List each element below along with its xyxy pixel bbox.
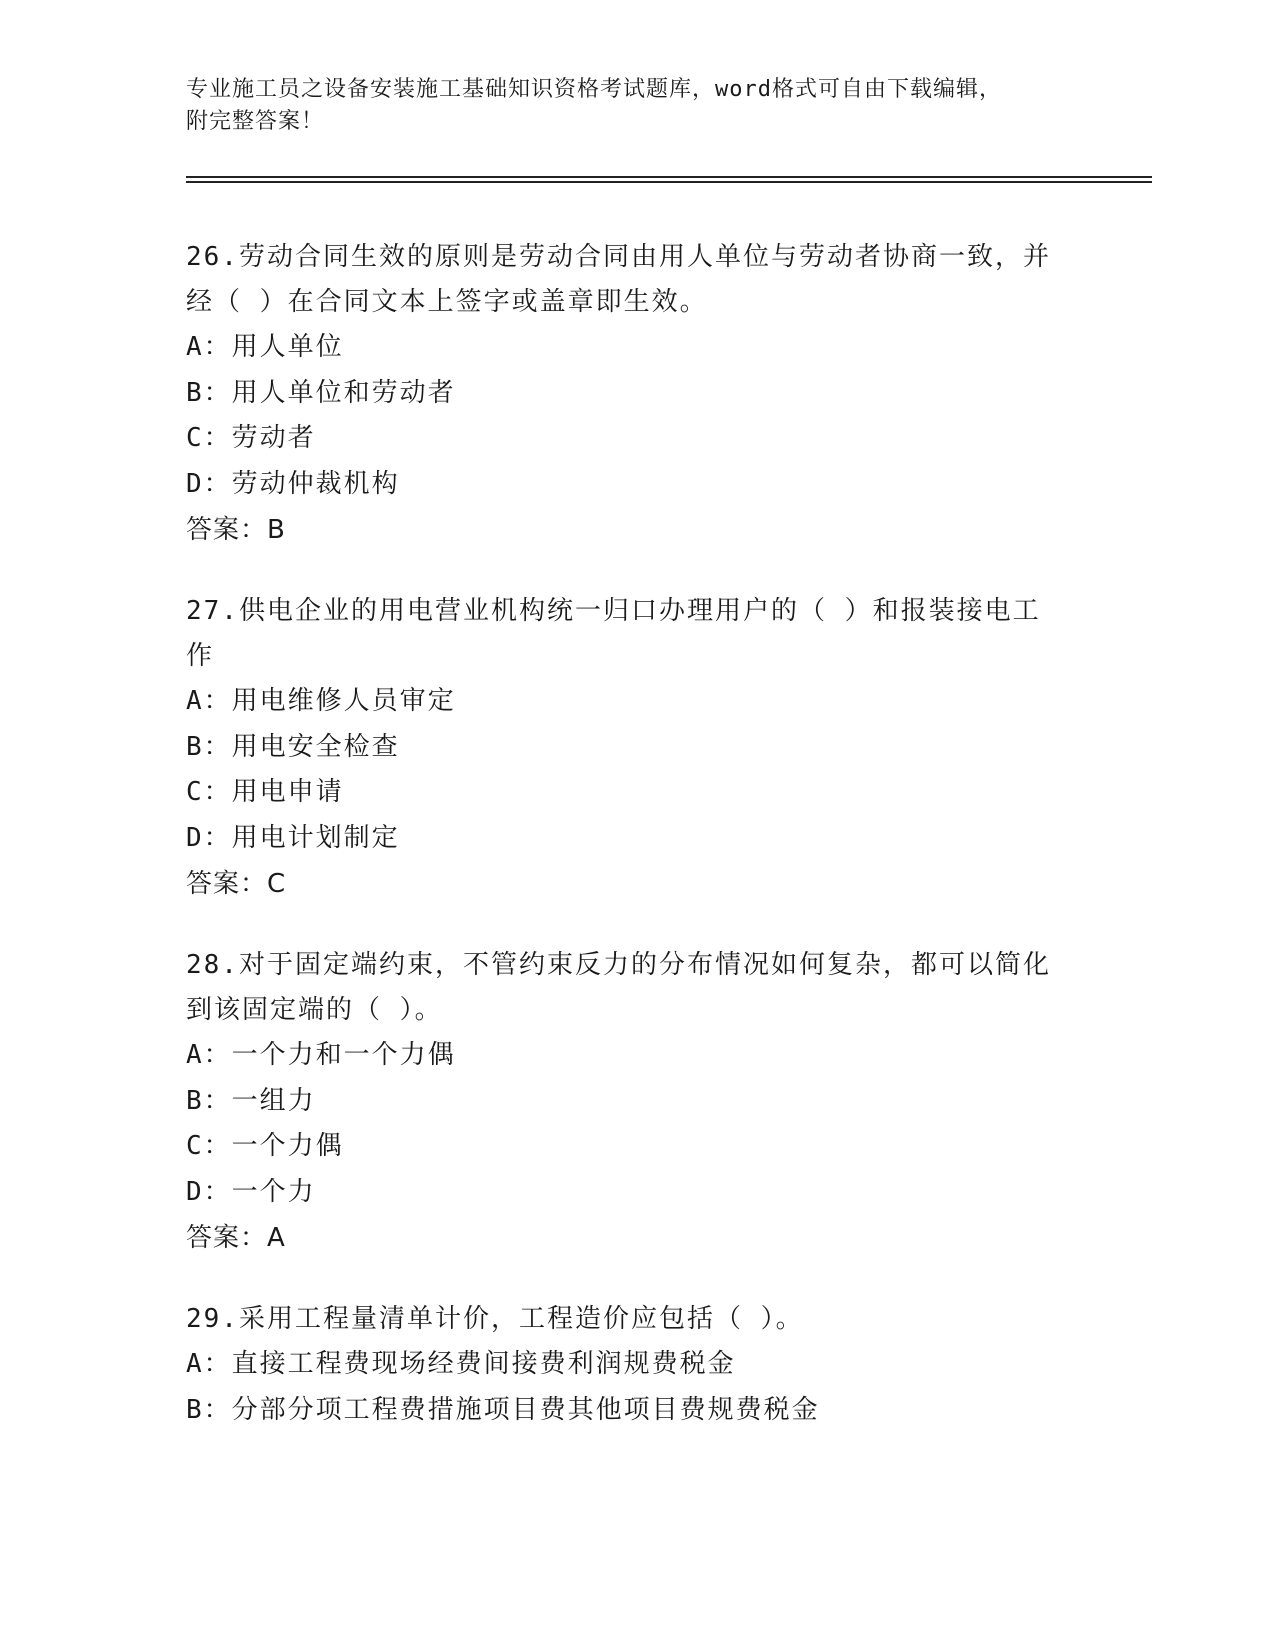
option-d: D：劳动仲裁机构 [186, 468, 400, 499]
header-divider-bottom [186, 181, 1152, 183]
option-d: D：用电计划制定 [186, 822, 400, 853]
option-b: B：用人单位和劳动者 [186, 377, 456, 408]
question-26 [186, 235, 1086, 553]
answer-line: 答案：A [186, 1223, 286, 1253]
stem-line: 到该固定端的（ ）。 [186, 995, 443, 1025]
option-b: B：一组力 [186, 1085, 316, 1116]
option-a: A：一个力和一个力偶 [186, 1040, 456, 1070]
stem-line: 26.劳动合同生效的原则是劳动合同由用人单位与劳动者协商一致，并 [186, 242, 1051, 272]
option-d: D：一个力 [186, 1176, 316, 1207]
question-list [186, 235, 1086, 1469]
stem-line: 经（ ）在合同文本上签字或盖章即生效。 [186, 287, 708, 317]
option-c: C：一个力偶 [186, 1131, 344, 1161]
question-stem [186, 1297, 1086, 1342]
stem-line: 28.对于固定端约束，不管约束反力的分布情况如何复杂，都可以简化 [186, 950, 1051, 980]
stem-line: 作 [186, 641, 215, 671]
answer-line: 答案：C [186, 869, 287, 899]
question-29 [186, 1297, 1086, 1433]
header-line: 专业施工员之设备安装施工基础知识资格考试题库，word格式可自由下载编辑， [186, 77, 1002, 102]
header-divider-top [186, 176, 1152, 178]
option-c: C：用电申请 [186, 777, 344, 807]
option-b: B：分部分项工程费措施项目费其他项目费规费税金 [186, 1394, 820, 1425]
question-27 [186, 589, 1086, 907]
document-header [186, 74, 1086, 138]
stem-line: 27.供电企业的用电营业机构统一归口办理用户的（ ）和报装接电工 [186, 596, 1041, 626]
stem-line: 29.采用工程量清单计价，工程造价应包括（ ）。 [186, 1304, 804, 1334]
option-b: B：用电安全检查 [186, 731, 400, 762]
question-stem [186, 235, 1086, 325]
question-stem [186, 589, 1086, 679]
header-line: 附完整答案！ [186, 109, 325, 134]
question-28 [186, 943, 1086, 1261]
option-a: A：用人单位 [186, 332, 344, 362]
option-a: A：直接工程费现场经费间接费利润规费税金 [186, 1349, 736, 1379]
answer-line: 答案：B [186, 515, 286, 545]
option-c: C：劳动者 [186, 423, 316, 453]
question-stem [186, 943, 1086, 1033]
option-a: A：用电维修人员审定 [186, 686, 456, 716]
